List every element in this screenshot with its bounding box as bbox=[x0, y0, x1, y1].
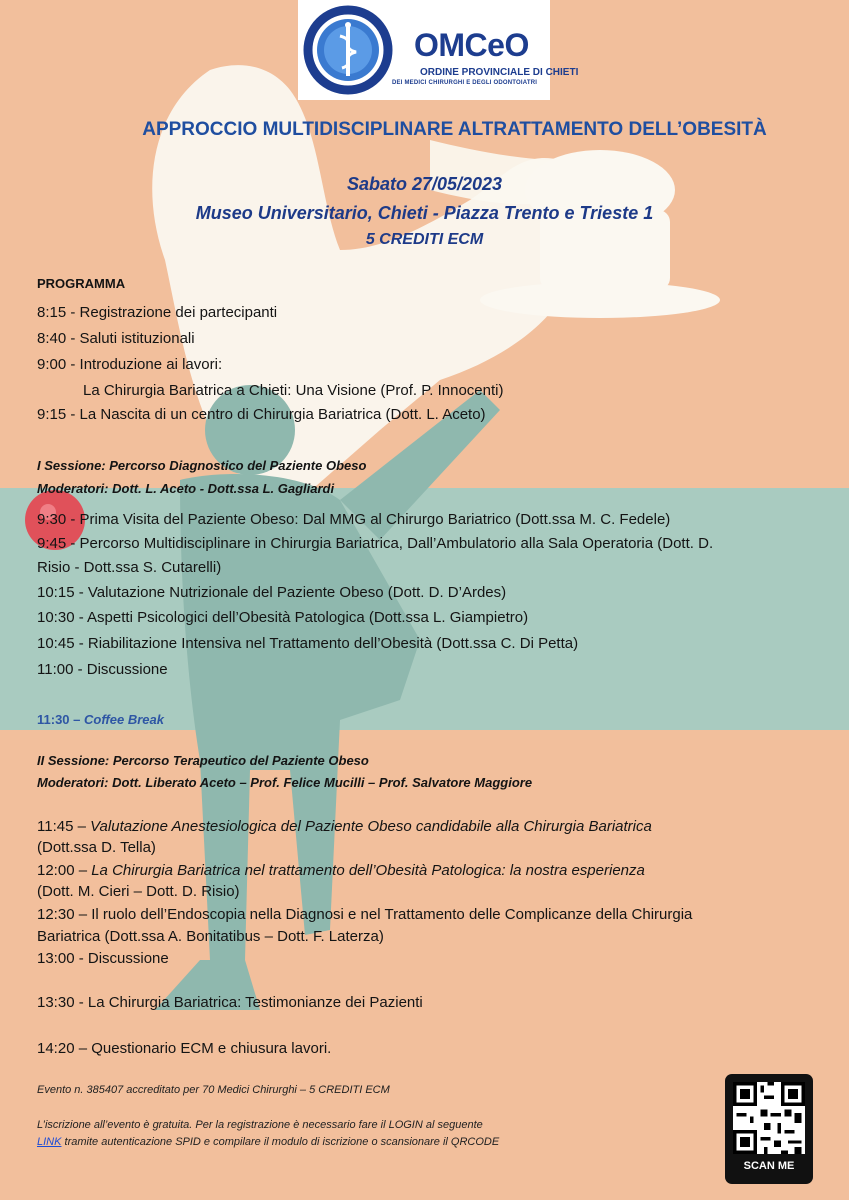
list-item: 10:15 - Valutazione Nutrizionale del Paziente Obeso (Dott. D. D’Ardes) bbox=[37, 584, 507, 601]
caduceus-logo-icon bbox=[302, 4, 394, 96]
qr-label: SCAN ME bbox=[743, 1160, 795, 1172]
registration-note-line2 bbox=[37, 1136, 499, 1148]
coffee-label: Coffee Break bbox=[84, 712, 164, 727]
coffee-time: 11:30 – bbox=[37, 712, 84, 727]
item-title: Valutazione Anestesiologica del Paziente Obeso candidabile alla Chirurgia Bariatrica bbox=[90, 818, 652, 835]
list-item: 14:20 – Questionario ECM e chiusura lavori. bbox=[37, 1040, 332, 1057]
event-credits: 5 CREDITI ECM bbox=[365, 231, 484, 248]
list-item: 13:00 - Discussione bbox=[37, 950, 169, 967]
list-item bbox=[37, 862, 645, 879]
registration-note: L’iscrizione all’evento è gratuita. Per la registrazione è necessario fare il LOGIN al seguente bbox=[37, 1119, 483, 1131]
logo-subtitle: ORDINE PROVINCIALE DI CHIETI bbox=[420, 67, 579, 78]
list-item: La Chirurgia Bariatrica a Chieti: Una Visione (Prof. P. Innocenti) bbox=[83, 382, 504, 399]
session2-moderators: Moderatori: Dott. Liberato Aceto – Prof. Felice Mucilli – Prof. Salvatore Maggiore bbox=[37, 775, 533, 790]
list-item: Risio - Dott.ssa S. Cutarelli) bbox=[37, 559, 222, 576]
event-note: Evento n. 385407 accreditato per 70 Medici Chirurghi – 5 CREDITI ECM bbox=[37, 1084, 390, 1096]
list-item: 11:00 - Discussione bbox=[37, 661, 168, 678]
list-item: (Dott. M. Cieri – Dott. D. Risio) bbox=[37, 883, 240, 900]
session1-moderators: Moderatori: Dott. L. Aceto - Dott.ssa L. Gagliardi bbox=[37, 481, 335, 496]
list-item: (Dott.ssa D. Tella) bbox=[37, 839, 156, 856]
session2-title: II Sessione: Percorso Terapeutico del Paziente Obeso bbox=[37, 753, 369, 768]
list-item: 13:30 - La Chirurgia Bariatrica: Testimonianze dei Pazienti bbox=[37, 994, 423, 1011]
list-item: 8:15 - Registrazione dei partecipanti bbox=[37, 304, 278, 321]
qr-code[interactable] bbox=[725, 1074, 813, 1184]
programma-heading: PROGRAMMA bbox=[37, 276, 126, 291]
registration-link[interactable]: LINK bbox=[37, 1136, 62, 1148]
item-title: La Chirurgia Bariatrica nel trattamento dell’Obesità Patologica: la nostra esperienza bbox=[91, 862, 645, 879]
item-time: 12:00 – bbox=[37, 862, 92, 879]
event-venue: Museo Universitario, Chieti - Piazza Trento e Trieste 1 bbox=[195, 203, 654, 223]
event-date: Sabato 27/05/2023 bbox=[346, 174, 503, 194]
list-item: 9:00 - Introduzione ai lavori: bbox=[37, 356, 223, 373]
list-item: Bariatrica (Dott.ssa A. Bonitatibus – Dott. F. Laterza) bbox=[37, 928, 384, 945]
list-item: 10:45 - Riabilitazione Intensiva nel Trattamento dell’Obesità (Dott.ssa C. Di Petta) bbox=[37, 635, 579, 652]
list-item: 9:30 - Prima Visita del Paziente Obeso: Dal MMG al Chirurgo Bariatrico (Dott.ssa M. C. Fedele) bbox=[37, 511, 671, 528]
list-item: 10:30 - Aspetti Psicologici dell’Obesità Patologica (Dott.ssa L. Giampietro) bbox=[37, 609, 529, 626]
qr-pattern-icon bbox=[733, 1082, 805, 1154]
logo-name: OMCeO bbox=[414, 27, 529, 63]
list-item: 9:15 - La Nascita di un centro di Chirurgia Bariatrica (Dott. L. Aceto) bbox=[37, 406, 486, 423]
list-item bbox=[37, 818, 652, 835]
registration-note-rest: tramite autenticazione SPID e compilare il modulo di iscrizione o scansionare il QRCODE bbox=[61, 1136, 500, 1148]
list-item: 12:30 – Il ruolo dell’Endoscopia nella Diagnosi e nel Trattamento delle Complicanze della Chirurgia bbox=[37, 906, 693, 923]
logo-tagline: DEI MEDICI CHIRURGHI E DEGLI ODONTOIATRI bbox=[392, 80, 538, 86]
coffee-break bbox=[37, 712, 164, 727]
session1-title: I Sessione: Percorso Diagnostico del Paziente Obeso bbox=[37, 458, 367, 473]
list-item: 8:40 - Saluti istituzionali bbox=[37, 330, 195, 347]
list-item: 9:45 - Percorso Multidisciplinare in Chirurgia Bariatrica, Dall’Ambulatorio alla Sala Operatoria (Dott. D. bbox=[37, 535, 714, 552]
item-time: 11:45 – bbox=[37, 818, 91, 835]
page-title: APPROCCIO MULTIDISCIPLINARE ALTRATTAMENTO DELL’OBESITÀ bbox=[142, 119, 767, 140]
